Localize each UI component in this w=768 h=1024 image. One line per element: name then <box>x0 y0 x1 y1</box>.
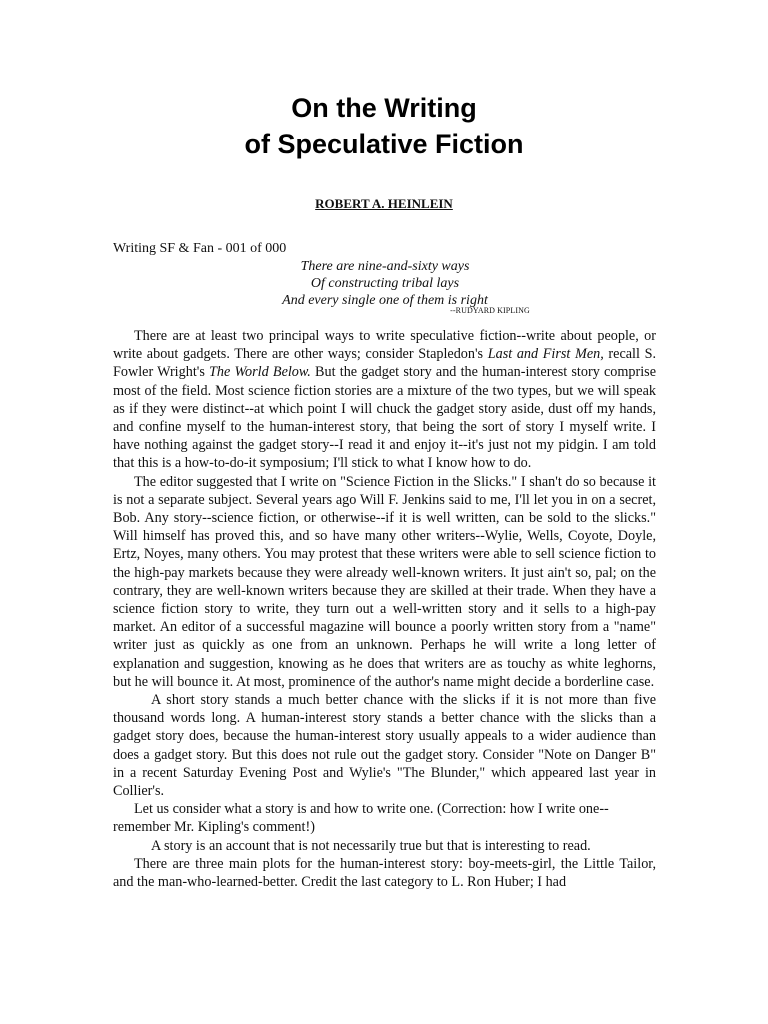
work-title: Last and First Men, <box>487 346 604 363</box>
paragraph-2: The editor suggested that I write on "Science Fiction in the Slicks." I shan't do so because it is not a separate subject. Several years ago Will F. Jenkins said to me, I'll let you in on a secret, Bob. Any story--science fiction, or otherwise--if it is well written, can be sold to the slicks." Will himself has proved this, and so have many other writers--Wylie, Wells, Coyote, Doyle, Ertz, Noyes, many others. You may protest that these writers were able to sell science fiction to the high-pay markets because they were already well-known writers. It just ain't so, pal; on the contrary, they are well-known writers because they are skilled at their trade. When they have a science fiction story to write, they turn out a well-written story and it sells to a high-pay market. An editor of a successful magazine will bounce a poorly written story from a "name" writer just as quickly as one from an unknown. Perhaps he will write a long letter of explanation and suggestion, knowing as he does that writers are as touchy as white leghorns, but he will bounce it. At most, prominence of the author's name might decide a borderline case. <box>113 473 656 690</box>
epigraph-line: Of constructing tribal lays <box>310 276 460 291</box>
epigraph-attribution: --RUDYARD KIPLING <box>450 306 530 315</box>
paragraph-1: There are at least two principal ways to write speculative fiction--write about people, or write about gadgets. There are other ways; consider Stapledon's Last and First Men, recall S. Fowler Wright's The World Below. But the gadget story and the human-interest story comprise most of the field. Most science fiction stories are a mixture of the two types, but we will speak as if they were distinct--at which point I will chuck the gadget story aside, dust off my hands, and confine myself to the human-interest story, that being the sort of story I myself write. I have nothing against the gadget story--I read it and enjoy it--it's just not my pidgin. I am told that this is a how-to-do-it symposium; I'll stick to what I know how to do. <box>113 328 657 472</box>
body-text <box>113 327 656 891</box>
paragraph-6: There are three main plots for the human-interest story: boy-meets-girl, the Little Tailor, and the man-who-learned-better. Credit the last category to L. Ron Huber; I had <box>113 855 656 891</box>
title-line-2: of Speculative Fiction <box>244 129 524 159</box>
paragraph-5: A story is an account that is not necessarily true but that is interesting to read. <box>151 837 591 854</box>
paragraph-4: Let us consider what a story is and how to write one. (Correction: how I write one--remember Mr. Kipling's comment!) <box>113 801 609 836</box>
title-line-1: On the Writing <box>291 93 477 123</box>
epigraph-line: There are nine-and-sixty ways <box>300 259 470 274</box>
paragraph-3: A short story stands a much better chance with the slicks if it is not more than five thousand words long. A human-interest story stands a better chance with the slicks than a gadget story does, because the human-interest story usually appeals to a wider audience than does a gadget story. But this does not rule out the gadget story. Consider "Note on Danger B" in a recent Saturday Evening Post and Wylie's "The Blunder," which appeared last year in Collier's. <box>113 692 656 800</box>
epigraph <box>200 258 570 309</box>
page-title <box>0 90 768 162</box>
author-name: ROBERT A. HEINLEIN <box>315 196 453 211</box>
series-line: Writing SF & Fan - 001 of 000 <box>113 241 287 256</box>
work-title: The World Below. <box>209 364 311 381</box>
epigraph-line: And every single one of them is right <box>282 293 488 308</box>
